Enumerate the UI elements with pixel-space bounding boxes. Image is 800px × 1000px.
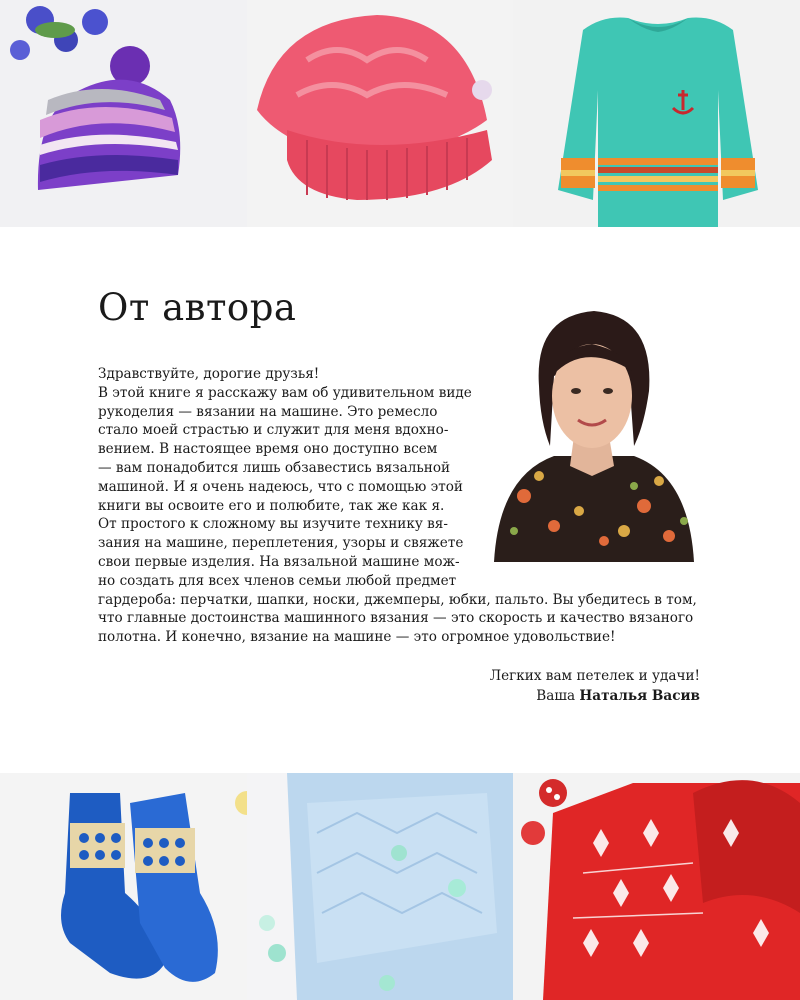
body-line: гардероба: перчатки, шапки, носки, джемперы, юбки, пальто. Вы убедитесь в том, — [98, 591, 697, 608]
socks-photo — [0, 773, 247, 1000]
body-line: но создать для всех членов семьи любой предмет — [98, 572, 457, 589]
blue-blanket-photo — [247, 773, 513, 1000]
body-line: машиной. И я очень надеюсь, что с помощью этой — [98, 478, 463, 495]
body-text — [98, 365, 698, 647]
sweater-photo — [513, 0, 800, 227]
body-line: Здравствуйте, дорогие друзья! — [98, 366, 320, 382]
signature-prefix: Ваша — [536, 688, 576, 704]
author-name: Наталья Васив — [579, 688, 700, 704]
striped-hat-photo — [0, 0, 247, 227]
pink-hat-photo — [247, 0, 513, 227]
body-line: стало моей страстью и служит для меня вдохно- — [98, 422, 449, 439]
body-line: свои первые изделия. На вязальной машине мож- — [98, 553, 460, 570]
body-line: В этой книге я расскажу вам об удивительном виде — [98, 384, 472, 401]
body-line: вением. В настоящее время оно доступно всем — [98, 441, 438, 458]
bottom-photo-row — [0, 773, 800, 1000]
closing-wish: Легких вам петелек и удачи! — [489, 668, 700, 684]
top-photo-row — [0, 0, 800, 227]
signature-line — [490, 686, 700, 706]
body-line: рукоделия — вязании на машине. Это ремесло — [98, 403, 438, 420]
body-line: книги вы освоите его и полюбите, так же как я. — [98, 497, 445, 514]
body-line: От простого к сложному вы изучите технику вя- — [98, 516, 448, 533]
page-title: От автора — [98, 286, 297, 329]
red-scarf-photo — [513, 773, 800, 1000]
body-line: зания на машине, переплетения, узоры и свяжете — [98, 535, 464, 552]
body-line: что главные достоинства машинного вязания — это скорость и качество вязаного — [98, 610, 694, 627]
body-line: — вам понадобится лишь обзавестись вязальной — [98, 459, 451, 476]
signature-block — [490, 666, 700, 706]
body-line: полотна. И конечно, вязание на машине — это огромное удовольствие! — [98, 629, 616, 646]
